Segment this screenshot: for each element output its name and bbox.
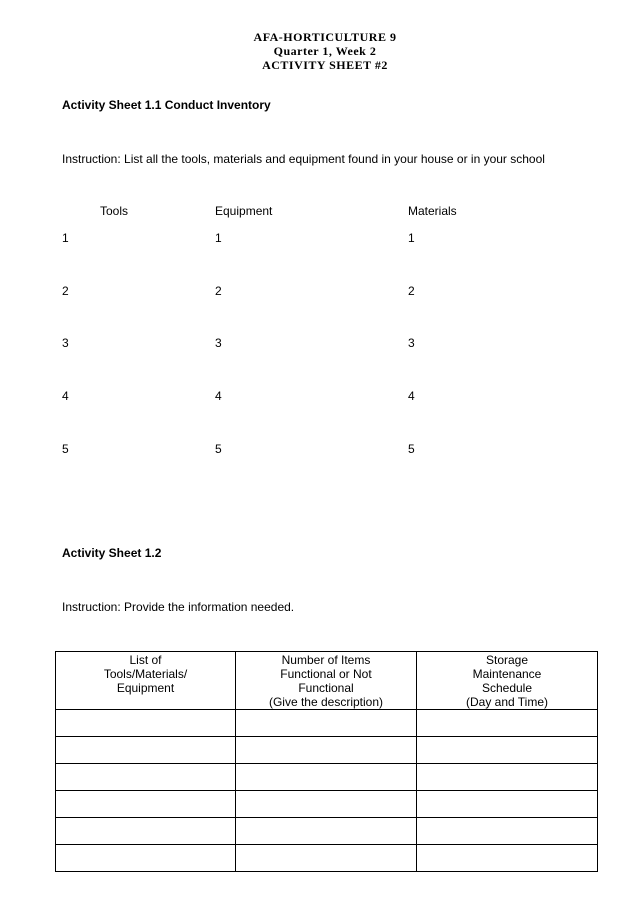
sheet-1-1-instruction: Instruction: List all the tools, materials and equipment found in your house or in your school	[62, 152, 545, 166]
table-cell[interactable]	[56, 710, 236, 737]
tools-number-2: 2	[62, 284, 69, 298]
materials-number-2: 2	[408, 284, 415, 298]
table-cell[interactable]	[417, 710, 598, 737]
worksheet-header	[0, 30, 638, 72]
table-cell[interactable]	[417, 818, 598, 845]
table-cell[interactable]	[417, 764, 598, 791]
table-cell[interactable]	[417, 845, 598, 872]
materials-number-1: 1	[408, 231, 415, 245]
tools-number-3: 3	[62, 336, 69, 350]
equipment-number-2: 2	[215, 284, 222, 298]
table-cell[interactable]	[417, 737, 598, 764]
table-header-row	[56, 652, 598, 710]
header-storage-schedule-text: Storage Maintenance Schedule (Day and Time)	[465, 653, 549, 709]
materials-number-4: 4	[408, 389, 415, 403]
equipment-number-5: 5	[215, 442, 222, 456]
information-table	[55, 651, 598, 872]
column-header-equipment: Equipment	[215, 204, 273, 218]
table-cell[interactable]	[56, 764, 236, 791]
table-cell[interactable]	[236, 710, 417, 737]
table-cell[interactable]	[56, 818, 236, 845]
materials-number-3: 3	[408, 336, 415, 350]
header-list-of-items	[56, 652, 236, 710]
table-cell[interactable]	[236, 737, 417, 764]
header-list-of-items-text: List of Tools/Materials/ Equipment	[103, 653, 188, 695]
table-row	[56, 818, 598, 845]
tools-number-5: 5	[62, 442, 69, 456]
table-cell[interactable]	[236, 791, 417, 818]
column-header-materials: Materials	[408, 204, 457, 218]
equipment-number-4: 4	[215, 389, 222, 403]
header-storage-schedule	[417, 652, 598, 710]
table-cell[interactable]	[417, 791, 598, 818]
table-cell[interactable]	[236, 818, 417, 845]
quarter-week: Quarter 1, Week 2	[273, 44, 377, 58]
equipment-number-3: 3	[215, 336, 222, 350]
table-row	[56, 845, 598, 872]
tools-number-1: 1	[62, 231, 69, 245]
sheet-1-1-title: Activity Sheet 1.1 Conduct Inventory	[62, 98, 271, 112]
tools-number-4: 4	[62, 389, 69, 403]
table-cell[interactable]	[236, 845, 417, 872]
sheet-1-2-title: Activity Sheet 1.2	[62, 546, 162, 560]
table-row	[56, 791, 598, 818]
table-cell[interactable]	[56, 737, 236, 764]
table-cell[interactable]	[236, 764, 417, 791]
table-row	[56, 737, 598, 764]
table-cell[interactable]	[56, 845, 236, 872]
table-row	[56, 710, 598, 737]
activity-sheet-number: ACTIVITY SHEET #2	[262, 58, 388, 72]
table-row	[56, 764, 598, 791]
column-header-tools: Tools	[100, 204, 129, 218]
header-number-of-items-text: Number of Items Functional or Not Functional (Give the description)	[268, 653, 384, 709]
course-title: AFA-HORTICULTURE 9	[253, 30, 397, 44]
table-cell[interactable]	[56, 791, 236, 818]
equipment-number-1: 1	[215, 231, 222, 245]
sheet-1-2-instruction: Instruction: Provide the information needed.	[62, 600, 295, 614]
materials-number-5: 5	[408, 442, 415, 456]
header-number-of-items	[236, 652, 417, 710]
